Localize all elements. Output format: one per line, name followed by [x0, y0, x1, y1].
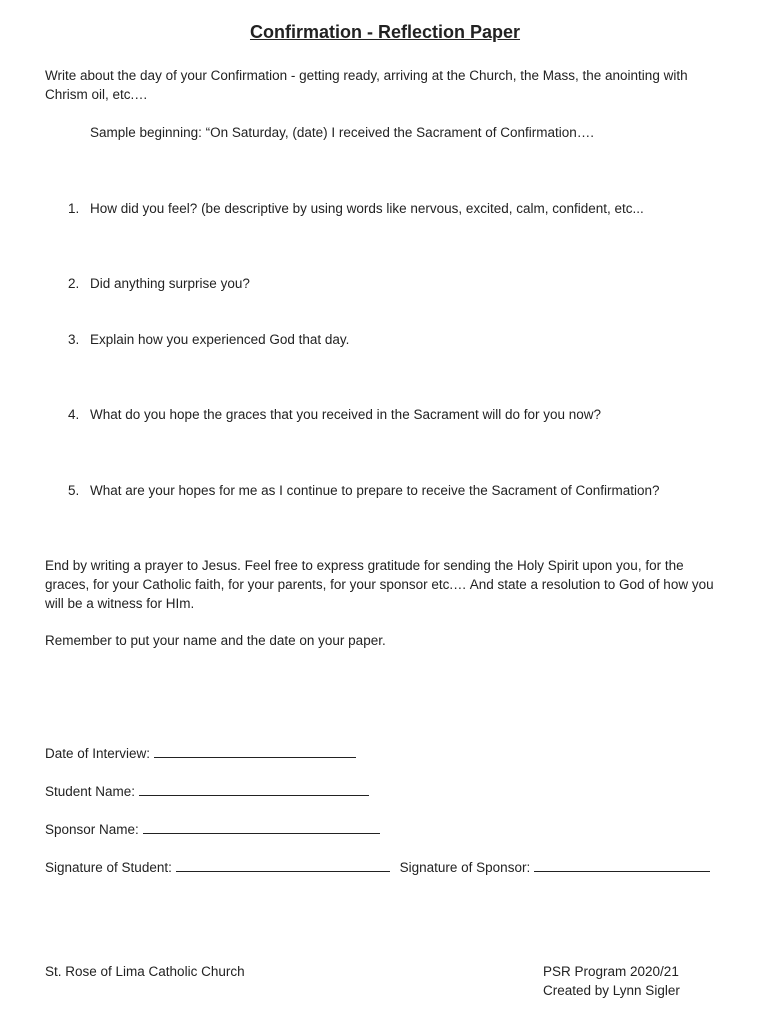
- sponsor-signature-line[interactable]: [534, 857, 710, 872]
- question-number: 4.: [68, 407, 80, 422]
- question-text: Did anything surprise you?: [90, 276, 250, 291]
- question-item: [68, 330, 728, 349]
- sponsor-name-label: Sponsor Name:: [45, 822, 139, 837]
- question-item: [68, 481, 728, 500]
- question-item: [68, 199, 728, 218]
- student-name-line[interactable]: [139, 781, 369, 796]
- closing-paragraph: End by writing a prayer to Jesus. Feel free to express gratitude for sending the Holy Spirit upon you, for the graces, for your Catholic faith, for your parents, for your sponsor etc.… And state a resolution to God of how you will be a witness for HIm.: [45, 558, 714, 611]
- question-text: What do you hope the graces that you received in the Sacrament will do for you now?: [90, 407, 602, 422]
- footer-author: Created by Lynn Sigler: [543, 983, 680, 998]
- question-number: 3.: [68, 332, 80, 347]
- question-number: 5.: [68, 483, 80, 498]
- student-name-field: [45, 781, 369, 801]
- date-of-interview-label: Date of Interview:: [45, 746, 151, 761]
- sample-beginning: Sample beginning: “On Saturday, (date) I received the Sacrament of Confirmation….: [90, 125, 595, 140]
- date-of-interview-line[interactable]: [154, 743, 356, 758]
- signatures-row: [45, 857, 710, 877]
- question-text: What are your hopes for me as I continue to prepare to receive the Sacrament of Confirmation?: [90, 483, 660, 498]
- student-signature-label: Signature of Student:: [45, 860, 172, 875]
- sponsor-signature-label: Signature of Sponsor:: [399, 860, 531, 875]
- question-item: [68, 405, 728, 424]
- date-of-interview-field: [45, 743, 356, 763]
- page-title: Confirmation - Reflection Paper: [249, 22, 521, 42]
- question-text: How did you feel? (be descriptive by using words like nervous, excited, calm, confident, etc...: [90, 201, 644, 216]
- student-signature-line[interactable]: [176, 857, 390, 872]
- sponsor-name-line[interactable]: [143, 819, 380, 834]
- sponsor-name-field: [45, 819, 380, 839]
- reminder-text: Remember to put your name and the date on your paper.: [45, 633, 386, 648]
- student-name-label: Student Name:: [45, 784, 136, 799]
- footer-program: PSR Program 2020/21: [543, 964, 679, 979]
- question-number: 1.: [68, 201, 80, 216]
- question-number: 2.: [68, 276, 80, 291]
- question-item: [68, 274, 728, 293]
- intro-paragraph: Write about the day of your Confirmation - getting ready, arriving at the Church, the Mass, the anointing with Chrism oil, etc.…: [45, 68, 688, 102]
- question-text: Explain how you experienced God that day.: [90, 332, 350, 347]
- footer-church: St. Rose of Lima Catholic Church: [45, 964, 245, 979]
